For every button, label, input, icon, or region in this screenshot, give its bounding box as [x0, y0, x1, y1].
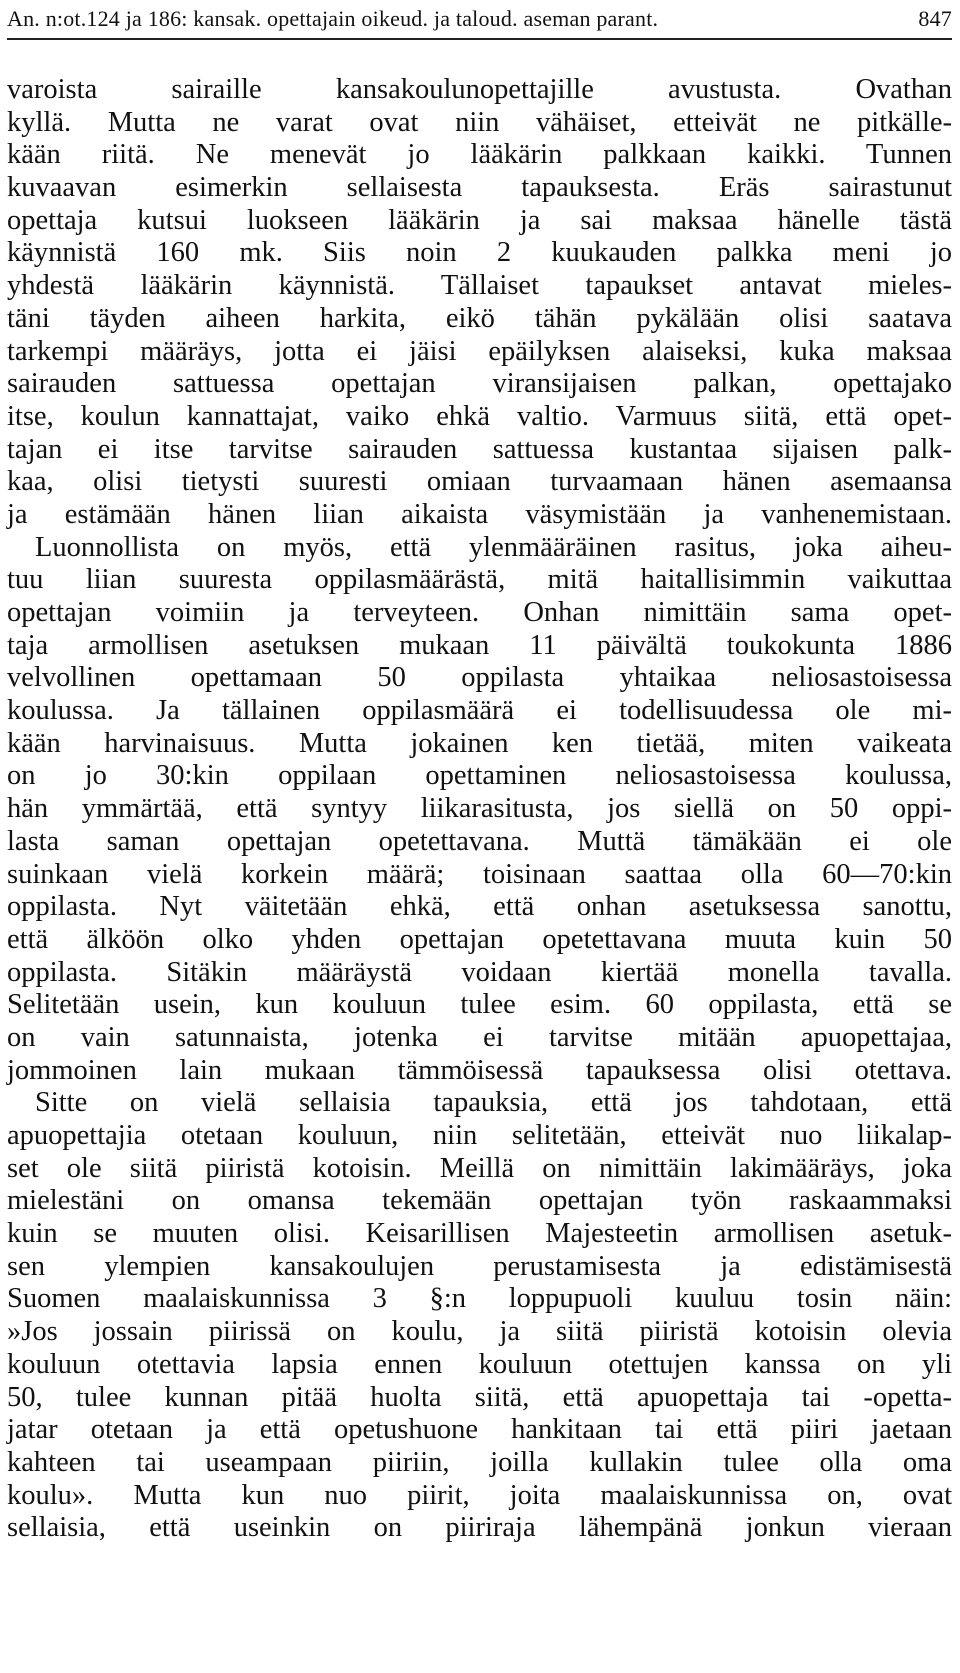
text-line: että älköön olko yhden opettajan opetettavana muuta kuin 50 — [7, 923, 952, 955]
text-line: kyllä. Mutta ne varat ovat niin vähäiset, etteivät ne pitkälle- — [7, 106, 952, 138]
text-line: jommoinen lain mukaan tämmöisessä tapauksessa olisi otettava. — [7, 1054, 952, 1086]
text-line: kouluun otettavia lapsia ennen kouluun otettujen kanssa on yli — [7, 1348, 952, 1380]
text-line: koulu». Mutta kun nuo piirit, joita maalaiskunnissa on, ovat — [7, 1479, 952, 1511]
text-line: kään harvinaisuus. Mutta jokainen ken tietää, miten vaikeata — [7, 727, 952, 759]
text-line: tajan ei itse tarvitse sairauden sattuessa kustantaa sijaisen palk- — [7, 433, 952, 465]
text-line: kään riitä. Ne menevät jo lääkärin palkkaan kaikki. Tunnen — [7, 139, 952, 171]
text-line: Selitetään usein, kun kouluun tulee esim. 60 oppilasta, että se — [7, 989, 952, 1021]
text-line: opettaja kutsui luokseen lääkärin ja sai maksaa hänelle tästä — [7, 204, 952, 236]
text-line: hän ymmärtää, että syntyy liikarasitusta, jos siellä on 50 oppi- — [7, 793, 952, 825]
text-line: varoista sairaille kansakoulunopettajille avustusta. Ovathan — [7, 74, 952, 105]
text-line: kahteen tai useampaan piiriin, joilla kullakin tulee olla oma — [7, 1446, 952, 1478]
text-line: sen ylempien kansakoulujen perustamisesta ja edistämisestä — [7, 1250, 952, 1282]
text-line: tuu liian suuresta oppilasmäärästä, mitä haitallisimmin vaikuttaa — [7, 564, 952, 596]
text-line: apuopettajia otetaan kouluun, niin selitetään, etteivät nuo liikalap- — [7, 1120, 952, 1151]
text-line: on jo 30:kin oppilaan opettaminen neliosastoisessa koulussa, — [7, 760, 952, 792]
text-line: lasta saman opettajan opetettavana. Muttä tämäkään ei ole — [7, 825, 952, 857]
text-line: yhdestä lääkärin käynnistä. Tällaiset tapaukset antavat mieles- — [7, 270, 952, 302]
text-line: ja estämään hänen liian aikaista väsymistään ja vanhenemistaan. — [7, 498, 952, 530]
text-line: Suomen maalaiskunnissa 3 §:n loppupuoli kuuluu tosin näin: — [7, 1283, 952, 1315]
text-line: mielestäni on omansa tekemään opettajan työn raskaammaksi — [7, 1185, 952, 1217]
running-header — [7, 0, 952, 38]
header-rule — [7, 38, 952, 40]
text-line: set ole siitä piiristä kotoisin. Meillä on nimittäin lakimääräys, joka — [7, 1152, 952, 1184]
text-line: koulussa. Ja tällainen oppilasmäärä ei todellisuudessa ole mi- — [7, 695, 952, 727]
text-line: sairauden sattuessa opettajan viransijaisen palkan, opettajako — [7, 368, 952, 400]
text-line: »Jos jossain piirissä on koulu, ja siitä piiristä kotoisin olevia — [7, 1316, 952, 1348]
text-line: oppilasta. Sitäkin määräystä voidaan kiertää monella tavalla. — [7, 956, 952, 988]
text-line: opettajan voimiin ja terveyteen. Onhan nimittäin sama opet- — [7, 597, 952, 628]
text-line: kaa, olisi tietysti suuresti omiaan turvaamaan hänen asemaansa — [7, 466, 952, 498]
text-line: velvollinen opettamaan 50 oppilasta yhtaikaa neliosastoisessa — [7, 662, 952, 694]
text-line: käynnistä 160 mk. Siis noin 2 kuukauden palkka meni jo — [7, 237, 952, 269]
text-line: Sitte on vielä sellaisia tapauksia, että jos tahdotaan, että — [35, 1087, 952, 1119]
text-line: itse, koulun kannattajat, vaiko ehkä valtio. Varmuus siitä, että opet- — [7, 400, 952, 432]
page-number: 847 — [918, 6, 952, 31]
text-line: sellaisia, että useinkin on piiriraja lähempänä jonkun vieraan — [7, 1512, 952, 1544]
text-line: kuvaavan esimerkin sellaisesta tapauksesta. Eräs sairastunut — [7, 172, 952, 204]
text-line: 50, tulee kunnan pitää huolta siitä, että apuopettaja tai -opetta- — [7, 1381, 952, 1413]
text-line: Luonnollista on myös, että ylenmääräinen rasitus, joka aiheu- — [35, 531, 952, 563]
header-title: An. n:ot.124 ja 186: kansak. opettajain oikeud. ja taloud. aseman parant. — [7, 6, 659, 31]
text-line: taja armollisen asetuksen mukaan 11 päivältä toukokunta 1886 — [7, 629, 952, 661]
text-line: tarkempi määräys, jotta ei jäisi epäilyksen alaiseksi, kuka maksaa — [7, 335, 952, 367]
body-text — [7, 74, 952, 1545]
text-line: jatar otetaan ja että opetushuone hankitaan tai että piiri jaetaan — [7, 1414, 952, 1446]
text-line: suinkaan vielä korkein määrä; toisinaan saattaa olla 60—70:kin — [7, 858, 952, 890]
text-line: on vain satunnaista, jotenka ei tarvitse mitään apuopettajaa, — [7, 1021, 952, 1053]
text-line: oppilasta. Nyt väitetään ehkä, että onhan asetuksessa sanottu, — [7, 891, 952, 923]
text-line: kuin se muuten olisi. Keisarillisen Majesteetin armollisen asetuk- — [7, 1218, 952, 1250]
text-line: täni täyden aiheen harkita, eikö tähän pykälään olisi saatava — [7, 302, 952, 334]
